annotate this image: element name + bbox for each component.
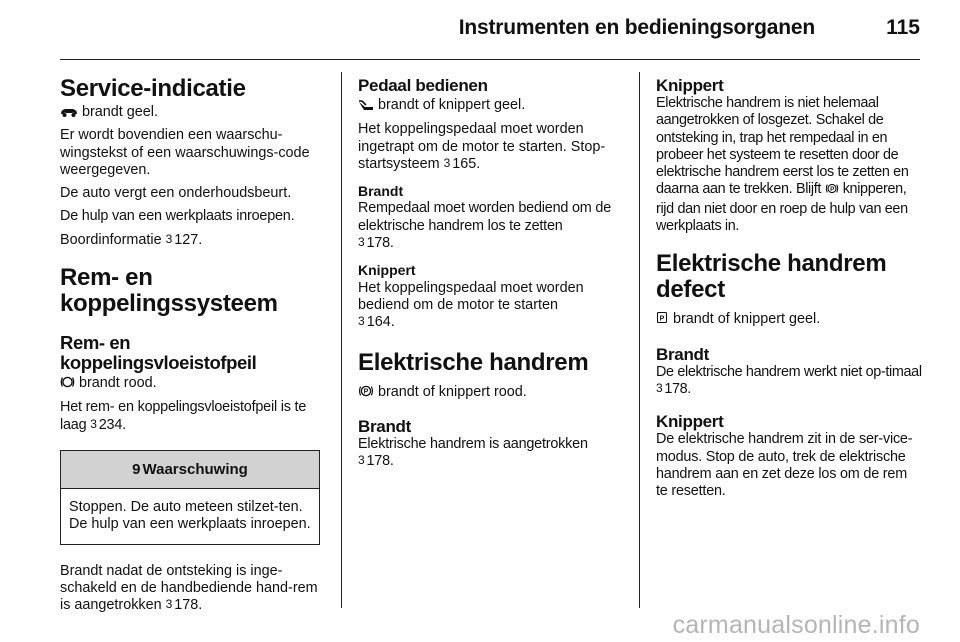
pedal-icon bbox=[358, 99, 374, 116]
service-ref-text: Boordinformatie bbox=[60, 231, 162, 248]
service-paragraph-1: Er wordt bovendien een waarschu-wingstekst of een waarschuwings-code weergegeven. bbox=[60, 127, 310, 178]
pedal-paragraph: Het koppelingspedaal moet worden ingetrapt om de motor te starten. Stop-startsysteem bbox=[358, 121, 606, 172]
warning-title: Waarschuwing bbox=[142, 460, 248, 478]
page-number: 115 bbox=[886, 16, 920, 39]
epb-brandt-text: Elektrische handrem is aangetrokken bbox=[358, 435, 588, 452]
warning-triangle-icon: 9 bbox=[132, 460, 141, 478]
reference-arrow-icon: 3 bbox=[443, 155, 451, 170]
knippert-heading: Knippert bbox=[656, 76, 724, 95]
epb-heading: Elektrische handrem bbox=[358, 348, 589, 376]
warning-header bbox=[61, 451, 319, 489]
reference-arrow-icon: 3 bbox=[90, 416, 97, 431]
brake-heading-line-1: Rem- en bbox=[60, 264, 153, 292]
handbrake-paragraph: Brandt nadat de ontsteking is inge-schakeld en de handbediende hand-rem is aangetrokken bbox=[60, 562, 318, 614]
column-3 bbox=[656, 76, 922, 500]
service-heading: Service-indicatie bbox=[60, 75, 246, 102]
reference-arrow-icon: 3 bbox=[358, 235, 365, 250]
brake-warning-icon bbox=[60, 375, 75, 394]
reference-arrow-icon: 3 bbox=[165, 231, 173, 246]
header-rule bbox=[60, 59, 920, 60]
column-2 bbox=[358, 76, 622, 470]
pedal-knippert-ref-page[interactable]: 164. bbox=[366, 314, 395, 331]
defect-knippert-heading: Knippert bbox=[656, 412, 724, 432]
epb-brandt-heading: Brandt bbox=[358, 416, 411, 436]
service-paragraph-2: De auto vergt een onderhoudsbeurt. bbox=[60, 185, 292, 202]
knippert-paragraph-continued: knipperen, rijd dan niet door en roep de hulp van een werkplaats in. bbox=[656, 181, 908, 235]
svg-text:P: P bbox=[363, 388, 369, 396]
epb-indicator-text: brandt of knippert rood. bbox=[378, 383, 527, 400]
pedal-brandt-ref-page[interactable]: 178. bbox=[366, 235, 394, 252]
fluid-heading: Rem- en koppelingsvloeistofpeil bbox=[60, 332, 257, 374]
reference-arrow-icon: 3 bbox=[358, 453, 365, 468]
pedal-brandt-text: Rempedaal moet worden bediend om de elektrische handrem los te zetten bbox=[358, 200, 611, 234]
defect-brandt-text: De elektrische handrem werkt niet op-timaal bbox=[656, 363, 922, 380]
fluid-ref-page[interactable]: 234. bbox=[98, 416, 126, 433]
column-divider-2 bbox=[639, 72, 640, 608]
service-ref-page[interactable]: 127. bbox=[174, 231, 203, 248]
pedal-ref-page[interactable]: 165. bbox=[452, 155, 481, 172]
epb-brandt-ref-page[interactable]: 178. bbox=[366, 453, 394, 470]
column-divider-1 bbox=[341, 72, 342, 608]
warning-box bbox=[60, 450, 320, 545]
fluid-indicator-text: brandt rood. bbox=[79, 375, 157, 392]
watermark: carmanualsonline.info bbox=[672, 611, 920, 639]
pedal-brandt-subheading: Brandt bbox=[358, 183, 404, 200]
service-indicator-text: brandt geel. bbox=[82, 104, 159, 120]
handbrake-ref-page[interactable]: 178. bbox=[174, 597, 203, 614]
fluid-paragraph: Het rem- en koppelingsvloeistofpeil is te laag bbox=[60, 399, 307, 433]
brake-heading-line-2: koppelingssysteem bbox=[60, 290, 278, 318]
reference-arrow-icon: 3 bbox=[358, 314, 365, 329]
pedal-knippert-subheading: Knippert bbox=[358, 262, 416, 279]
defect-knippert-text: De elektrische handrem zit in de ser-vice-modus. Stop de auto, trek de elektrische handrem aan en zet deze los om de rem te resetten. bbox=[656, 431, 913, 500]
reference-arrow-icon: 3 bbox=[165, 597, 173, 612]
svg-text:P: P bbox=[829, 186, 834, 194]
pedal-heading: Pedaal bedienen bbox=[358, 76, 488, 95]
column-1 bbox=[60, 76, 326, 614]
knippert-paragraph: Elektrische handrem is niet helemaal aangetrokken of losgezet. Schakel de ontsteking in, trap het rempedaal in en probeer het systeem te resetten door de elektrische handrem eerst los te zetten en daarna aan te trekken. Blijft bbox=[656, 95, 909, 198]
defect-heading-line-2: defect bbox=[656, 276, 725, 304]
pedal-knippert-text: Het koppelingspedaal moet worden bediend om de motor te starten bbox=[358, 279, 584, 313]
defect-brandt-ref-page[interactable]: 178. bbox=[664, 380, 691, 397]
wrench-car-icon bbox=[60, 106, 78, 123]
pedal-indicator-text: brandt of knippert geel. bbox=[378, 97, 526, 113]
warning-body: Stoppen. De auto meteen stilzet-ten. De hulp van een werkplaats inroepen. bbox=[69, 498, 311, 533]
defect-heading-line-1: Elektrische handrem bbox=[656, 250, 887, 278]
parking-brake-icon bbox=[825, 182, 839, 200]
service-paragraph-3: De hulp van een werkplaats inroepen. bbox=[60, 208, 295, 225]
defect-indicator-text: brandt of knippert geel. bbox=[673, 311, 821, 328]
parking-brake-fault-icon bbox=[656, 311, 669, 330]
header-title: Instrumenten en bedieningsorganen bbox=[458, 16, 815, 39]
svg-text:P: P bbox=[659, 315, 665, 323]
reference-arrow-icon: 3 bbox=[656, 380, 663, 395]
parking-brake-icon bbox=[358, 384, 374, 403]
defect-brandt-heading: Brandt bbox=[656, 344, 709, 364]
